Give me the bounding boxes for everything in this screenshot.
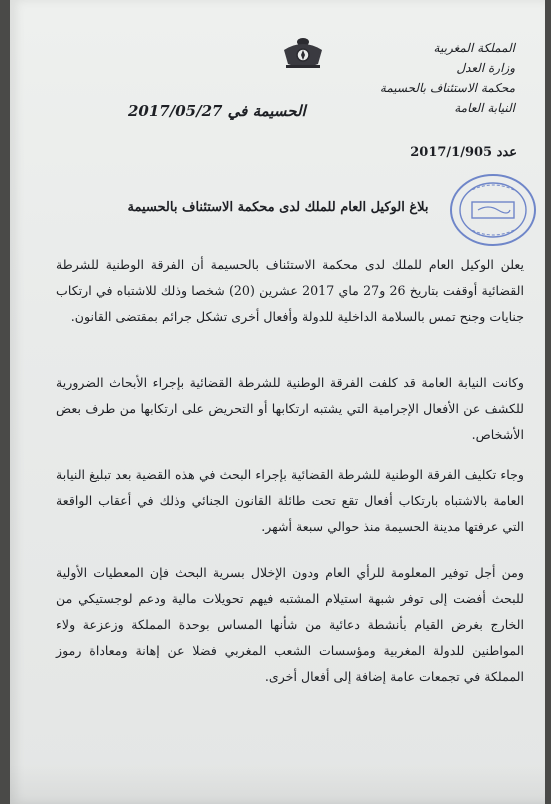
document-date: الحسيمة في 2017/05/27 <box>128 102 306 120</box>
letterhead-kingdom: المملكة المغربية <box>433 41 515 55</box>
document-page <box>10 0 545 804</box>
letterhead-ministry: وزارة العدل <box>456 61 515 75</box>
reference-number: عدد 2017/1/905 <box>410 145 517 160</box>
paragraph-arrests: يعلن الوكيل العام للملك لدى محكمة الاستئناف بالحسيمة أن الفرقة الوطنية للشرطة القضائية أوقفت بتاريخ 26 و27 ماي 2017 عشرين (20) شخصا وذلك للاشتباه في ارتكاب جنايات وجنح تمس بالسلامة الداخلية للدولة وأفعال أخرى تشكل جرائم بمقتضى القانون. <box>56 257 524 324</box>
communique-title: بلاغ الوكيل العام للملك لدى محكمة الاستئناف بالحسيمة <box>127 200 429 215</box>
letterhead-court: محكمة الاستئناف بالحسيمة <box>379 81 515 95</box>
royal-emblem-icon <box>278 36 328 70</box>
paragraph-investigation: وكانت النيابة العامة قد كلفت الفرقة الوطنية للشرطة القضائية بإجراء الأبحاث الضرورية للكشف عن الأفعال الإجرامية التي يشتبه ارتكابها أو التحريض على ارتكابها من طرف بعض الأشخاص. <box>56 375 524 442</box>
letterhead <box>335 38 515 118</box>
letterhead-prosecution: النيابة العامة <box>454 101 515 115</box>
paragraph-findings: ومن أجل توفير المعلومة للرأي العام ودون الإخلال بسرية البحث فإن المعطيات الأولية للبحث أفضت إلى توفر شبهة استيلام المشتبه فيهم تحويلات مالية ودعم لوجستيكي من الخارج بغرض القيام بأنشطة دعائية من شأنها المساس بوحدة المملكة وزعزعة ولاء المواطنين للدولة المغربية ومؤسسات الشعب المغربي فضلا عن إهانة ومعاداة رموز المملكة في تجمعات عامة إضافة إلى أفعال أخرى. <box>56 565 524 684</box>
paragraph-assignment: وجاء تكليف الفرقة الوطنية للشرطة القضائية بإجراء البحث في هذه القضية بعد تبليغ النيابة العامة بالاشتباه بارتكاب أفعال تقع تحت طائلة القانون الجنائي وذلك في أعقاب الواقعة التي عرفتها مدينة الحسيمة منذ حوالي سبعة أشهر. <box>56 467 524 534</box>
page-shadow <box>10 764 545 804</box>
